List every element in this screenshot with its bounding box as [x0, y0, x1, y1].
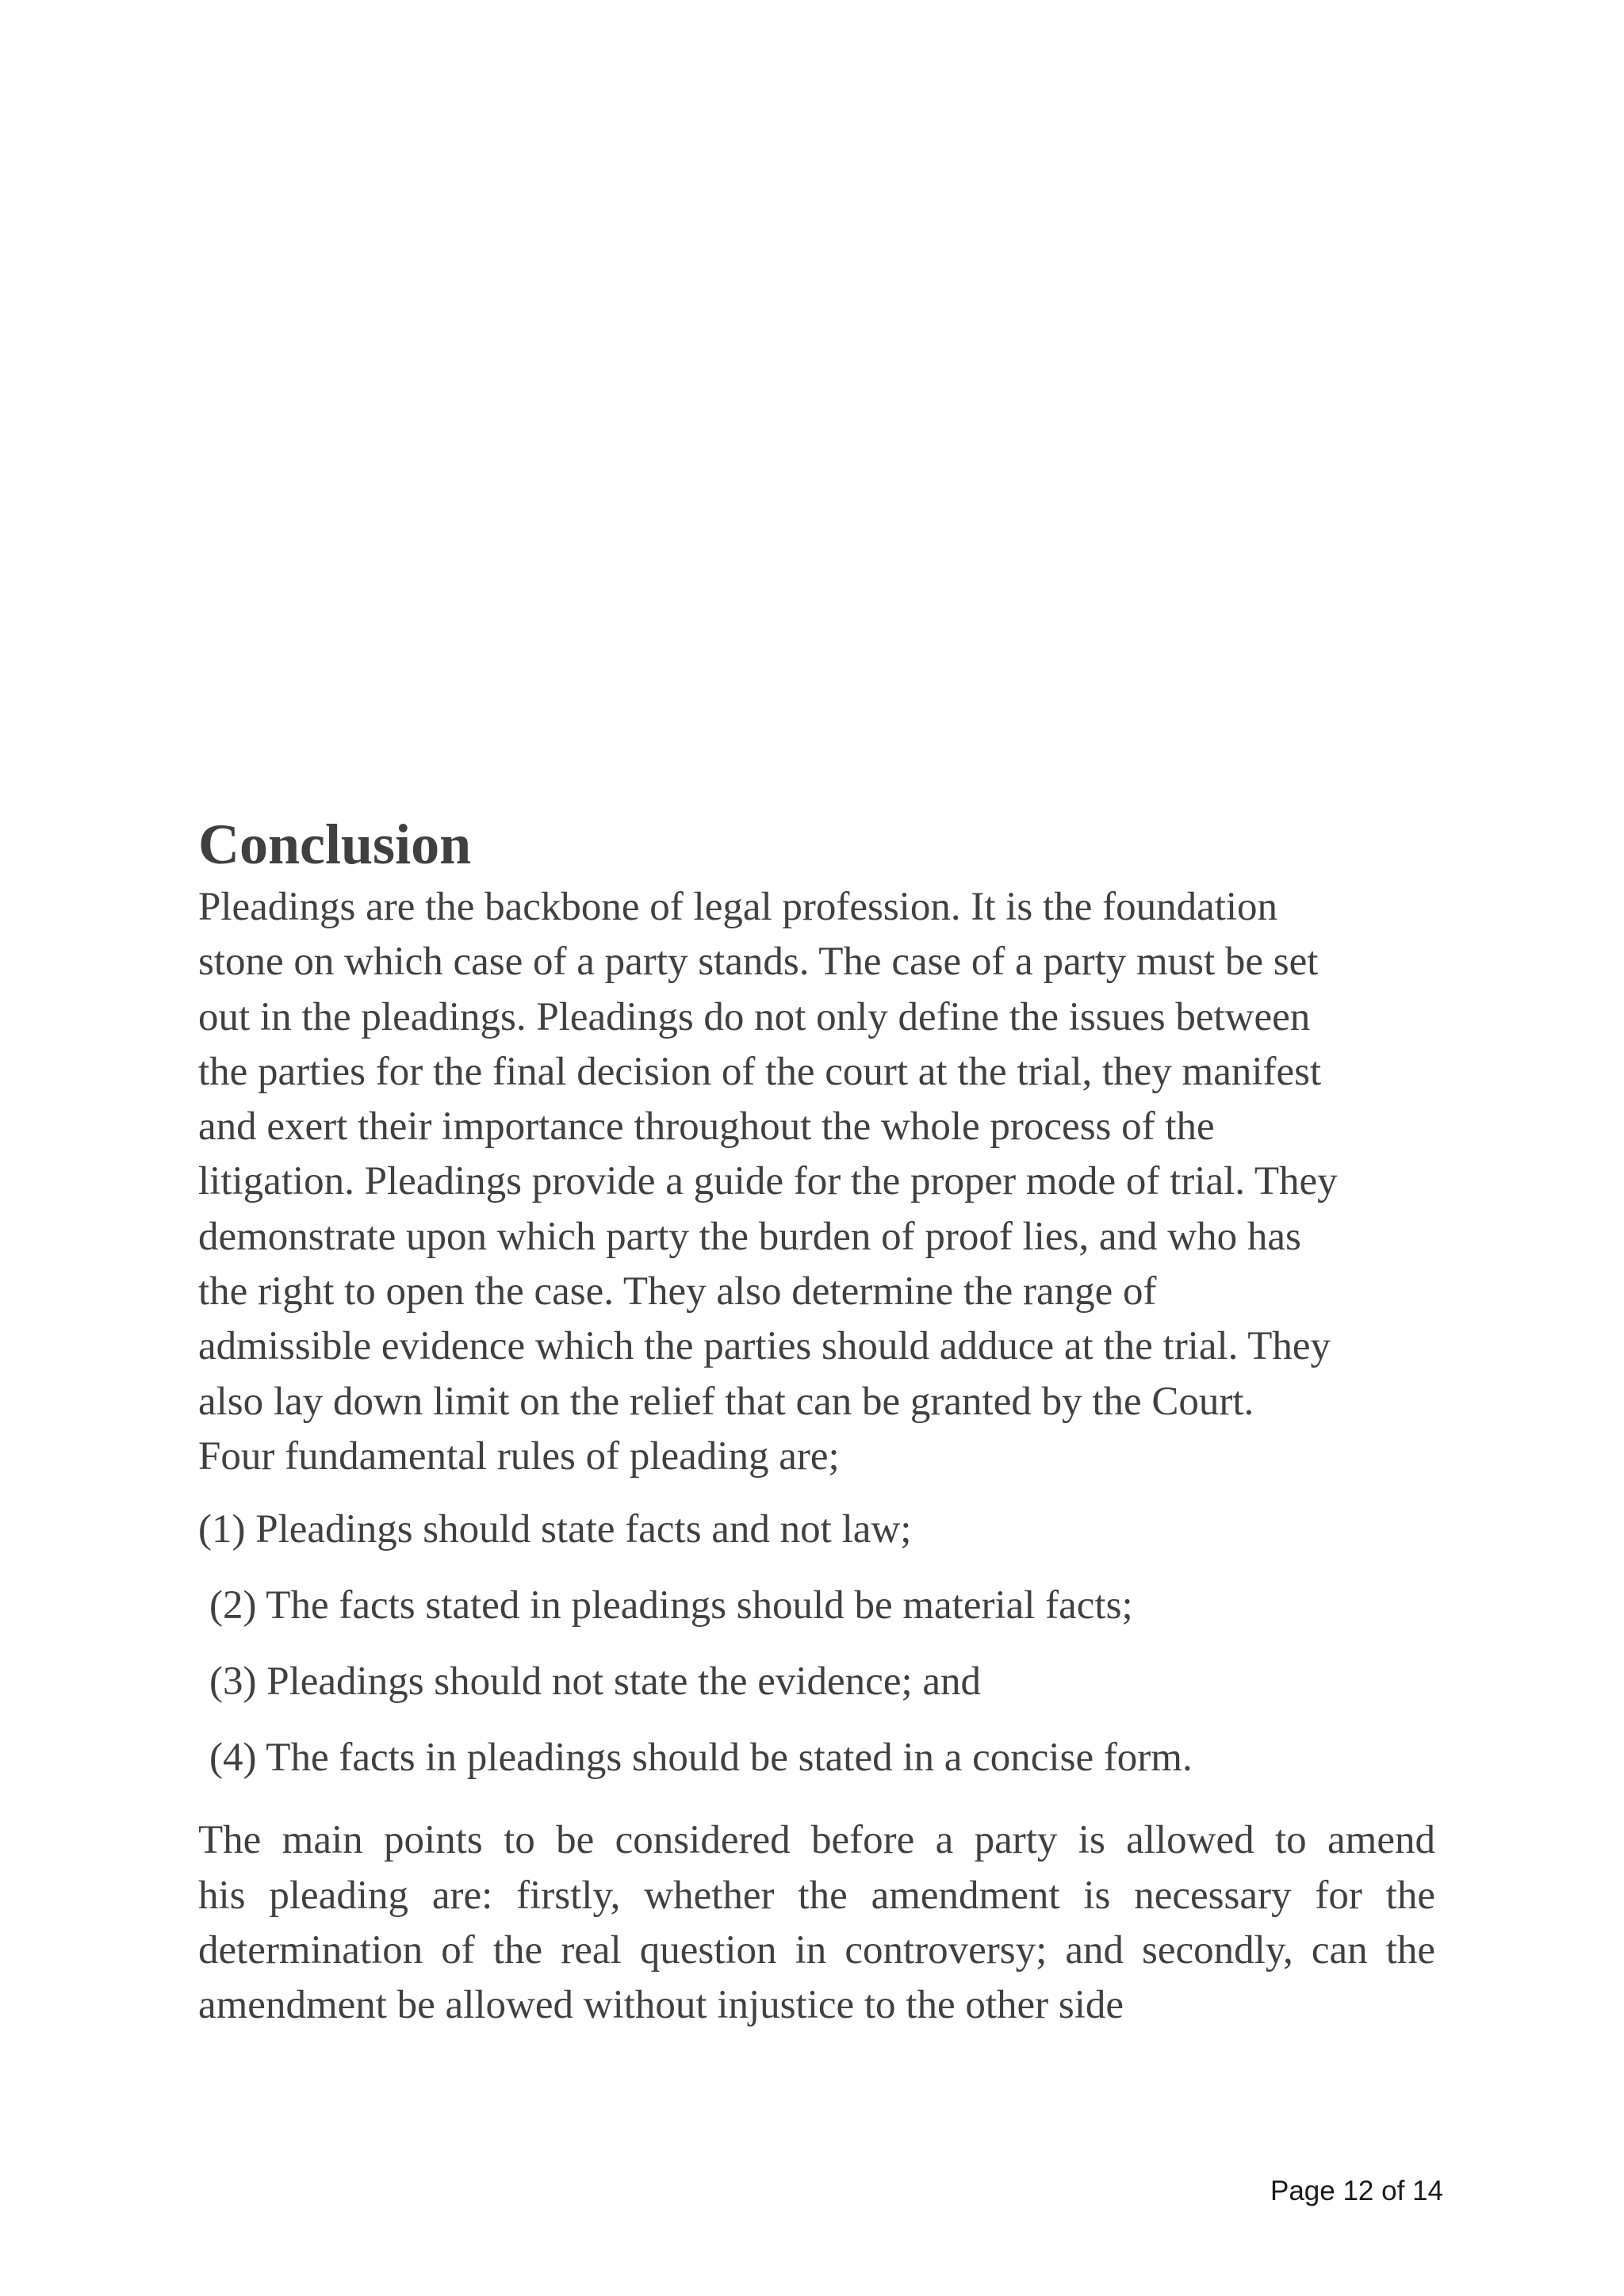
closing-line: amendment be allowed without injustice to the other side: [198, 1983, 1124, 2028]
intro-line: Four fundamental rules of pleading are;: [198, 1433, 840, 1479]
intro-line: demonstrate upon which party the burden of proof lies, and who has: [198, 1214, 1301, 1259]
intro-line: stone on which case of a party stands. The case of a party must be set: [198, 939, 1319, 985]
section-heading: Conclusion: [198, 813, 472, 876]
intro-line: out in the pleadings. Pleadings do not only define the issues between: [198, 994, 1311, 1039]
intro-line: also lay down limit on the relief that can be granted by the Court.: [198, 1379, 1254, 1424]
closing-line: his pleading are: firstly, whether the amendment is necessary for the: [198, 1873, 1435, 1918]
closing-line: The main points to be considered before a party is allowed to amend: [198, 1818, 1435, 1863]
intro-line: admissible evidence which the parties should adduce at the trial. They: [198, 1324, 1331, 1369]
intro-line: the parties for the final decision of the court at the trial, they manifest: [198, 1049, 1322, 1094]
closing-paragraph: [198, 1813, 1435, 2033]
intro-line: and exert their importance throughout the whole process of the: [198, 1104, 1215, 1150]
intro-line: the right to open the case. They also determine the range of: [198, 1269, 1157, 1314]
conclusion-section: [198, 809, 1435, 2033]
intro-line: litigation. Pleadings provide a guide for the proper mode of trial. They: [198, 1159, 1338, 1204]
intro-line: Pleadings are the backbone of legal profession. It is the foundation: [198, 885, 1278, 929]
rule-item: (1) Pleadings should state facts and not law;: [198, 1507, 912, 1552]
closing-line: determination of the real question in controversy; and secondly, can the: [198, 1927, 1435, 1973]
rules-list: [198, 1502, 1435, 1785]
rule-item: (3) Pleadings should not state the evidence; and: [209, 1659, 982, 1705]
rule-item: (4) The facts in pleadings should be stated in a concise form.: [209, 1735, 1193, 1781]
rule-item: (2) The facts stated in pleadings should be material facts;: [209, 1583, 1133, 1628]
intro-paragraph: [198, 880, 1435, 1484]
page-number: Page 12 of 14: [1270, 2175, 1443, 2206]
